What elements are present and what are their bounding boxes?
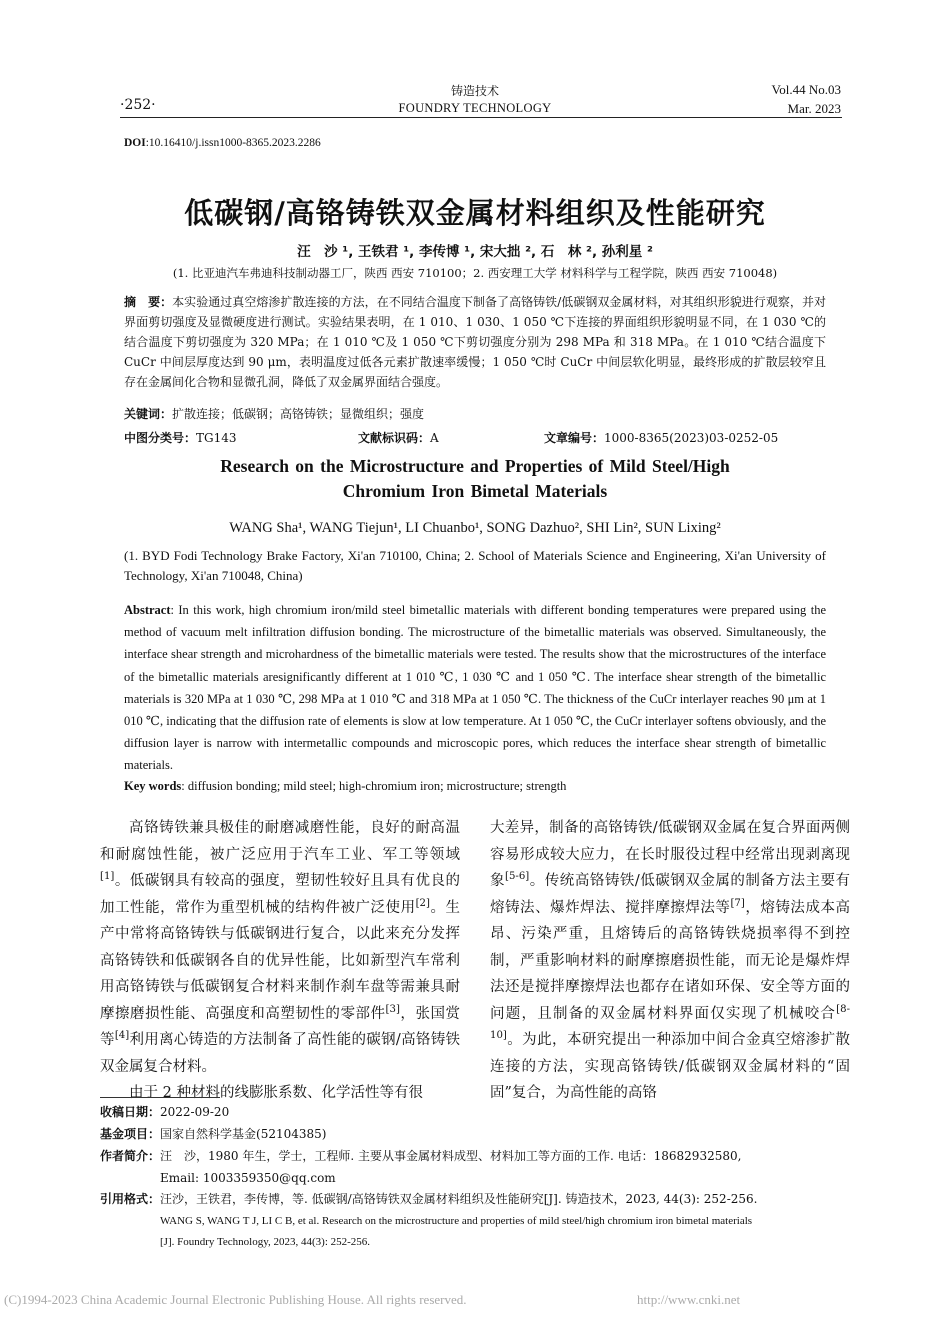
copyright-watermark: (C)1994-2023 China Academic Journal Electronic Publishing House. All rights reserved. <box>4 1292 467 1307</box>
citation-ref[interactable]: [2] <box>415 897 430 909</box>
fund-label: 基金项目： <box>100 1127 161 1141</box>
footnote-rule <box>100 1097 220 1098</box>
citation-ref[interactable]: [3] <box>385 1003 400 1015</box>
author-bio-label: 作者简介： <box>100 1149 161 1163</box>
affiliation-en: (1. BYD Fodi Technology Brake Factory, Xi'an 710100, China; 2. School of Materials Science and Engineering, Xi'an University of Technology, Xi'an 710048, China) <box>124 548 826 583</box>
authors-cn: 汪 沙 ¹, 王铁君 ¹, 李传博 ¹, 宋大拙 ², 石 林 ², 孙利星 ² <box>297 244 653 260</box>
abstract-cn-label: 摘 要： <box>124 295 173 309</box>
abstract-cn-text: 本实验通过真空熔渗扩散连接的方法，在不同结合温度下制备了高铬铸铁/低碳钢双金属材料，对其组织形貌进行观察，并对界面剪切强度及显微硬度进行测试。实验结果表明，在 1 010、1 030、1 050 ℃下连接的界面组织形貌明显不同，在 1 030 ℃的结合温度下剪切强度为 320 MPa；在 1 010 ℃及 1 050 ℃下剪切强度分别为 298 MPa 和 318 MPa。在 1 010 ℃结合温度下 CuCr 中间层厚度达到 90 μm，表明温度过低各元素扩散速率缓慢；1 050 ℃时 CuCr 中间层软化明显，最终形成的扩散层较窄且存在金属间化合物和显微孔洞，降低了双金属界面结合强度。 <box>124 295 826 389</box>
clc-label: 中图分类号： <box>124 431 197 445</box>
article-number-label: 文章编号： <box>544 431 605 445</box>
citation-ref[interactable]: [1] <box>100 871 115 883</box>
title-en-line-2: Chromium Iron Bimetal Materials <box>342 481 608 501</box>
footnote-author <box>100 1146 741 1166</box>
journal-name-cn: 铸造技术 <box>450 84 499 98</box>
abstract-cn <box>124 292 826 392</box>
citation-ref[interactable]: [8-10] <box>490 1003 850 1042</box>
title-cn: 低碳钢/高铬铸铁双金属材料组织及性能研究 <box>184 196 766 230</box>
affiliation-cn: (1. 比亚迪汽车弗迪科技制动器工厂，陕西 西安 710100；2. 西安理工大学 材料科学与工程学院，陕西 西安 710048) <box>172 266 778 280</box>
page-number: ·252· <box>120 97 156 113</box>
footnote-email[interactable]: Email: 1003359350@qq.com <box>160 1171 336 1185</box>
volume-issue: Vol.44 No.03 <box>771 82 841 97</box>
document-code <box>358 428 439 448</box>
abstract-en-label: Abstract <box>124 603 171 617</box>
journal-name-en: FOUNDRY TECHNOLOGY <box>398 101 552 115</box>
citation-ref[interactable]: [7] <box>730 897 745 909</box>
body-text: 。为此，本研究提出一种添加中间合金真空熔渗扩散连接的方法，实现高铬铸铁/低碳钢双金属材料的“固固”复合，为高性能的高铬 <box>490 1032 850 1101</box>
title-en-line-1: Research on the Microstructure and Properties of Mild Steel/High <box>220 456 730 476</box>
author-bio-text: 汪 沙，1980 年生，学士，工程师. 主要从事金属材料成型、材料加工等方面的工作. 电话：18682932580, <box>160 1149 742 1163</box>
article-number-value: 1000-8365(2023)03-0252-05 <box>604 431 779 445</box>
citation-en-line-2: [J]. Foundry Technology, 2023, 44(3): 252-256. <box>160 1236 371 1248</box>
doi-value[interactable]: :10.16410/j.issn1000-8365.2023.2286 <box>145 137 321 149</box>
article-number <box>544 428 778 448</box>
abstract-en-text: : In this work, high chromium iron/mild steel bimetallic materials with different bonding temperatures were prepared using the method of vacuum melt infiltration diffusion bonding. The microstructure of the bimetallic materials was observed. Simultaneously, the interface shear strength and microhardness of the bimetallic materials were tested. The results show that the microstructures of the interface of the bimetallic materials aresignificantly different at 1 010 ℃, 1 030 ℃ and 1 050 ℃. The interface shear strength of the bimetallic materials is 320 MPa at 1 030 ℃, 298 MPa at 1 010 ℃ and 318 MPa at 1 050 ℃. The thickness of the CuCr interlayer reaches 90 μm at 1 010 ℃, indicating that the diffusion rate of elements is slow at low temperature. At 1 050 ℃, the CuCr interlayer softens obviously, and the diffusion layer is narrow with intermetallic compounds and microscopic pores, which reduces the interface shear strength of bimetallic materials. <box>124 603 826 773</box>
footnote-citation <box>100 1189 757 1209</box>
citation-en-line-1: WANG S, WANG T J, LI C B, et al. Research on the microstructure and properties of mild steel/high chromium iron bimetal materials <box>160 1215 753 1227</box>
clc-number <box>124 428 237 448</box>
cnki-url[interactable]: http://www.cnki.net <box>637 1292 741 1307</box>
footnote-fund <box>100 1124 326 1144</box>
keywords-cn-label: 关键词： <box>124 407 173 421</box>
header-rule <box>120 117 842 118</box>
body-text: ，张国赏等 <box>100 1005 461 1048</box>
body-text: 。低碳钢具有较高的强度，塑韧性较好且具有优良的加工性能，常作为重型机械的结构件被广泛使用 <box>100 873 460 916</box>
keywords-cn <box>124 404 826 424</box>
footnote-received <box>100 1102 229 1122</box>
doi-label: DOI <box>124 137 146 149</box>
body-text: 由于 2 种材料的线膨胀系数、化学活性等有很 <box>129 1085 423 1101</box>
body-paragraph-3 <box>490 815 850 1107</box>
authors-en: WANG Sha¹, WANG Tiejun¹, LI Chuanbo¹, SONG Dazhuo², SHI Lin², SUN Lixing² <box>229 520 721 536</box>
received-label: 收稿日期： <box>100 1105 161 1119</box>
keywords-en-label: Key words <box>124 779 182 793</box>
body-right-column <box>490 815 850 1107</box>
fund-text: 国家自然科学基金(52104385) <box>160 1127 327 1141</box>
body-left-column <box>100 815 460 1107</box>
clc-value: TG143 <box>196 431 237 445</box>
doc-code-label: 文献标识码： <box>358 431 431 445</box>
doi <box>124 137 321 149</box>
body-text: 利用离心铸造的方法制备了高性能的碳钢/高铬铸铁双金属复合材料。 <box>100 1032 461 1075</box>
body-text: 。传统高铬铸铁/低碳钢双金属的制备方法主要有熔铸法、爆炸焊法、搅拌摩擦焊法等 <box>490 873 851 916</box>
body-paragraph-1 <box>100 815 460 1080</box>
citation-ref[interactable]: [5-6] <box>505 871 530 883</box>
received-date: 2022-09-20 <box>160 1105 230 1119</box>
issue-date: Mar. 2023 <box>787 101 841 116</box>
body-text: 大差异，制备的高铬铸铁/低碳钢双金属在复合界面两侧容易形成较大应力，在长时服役过程中经常出现剥离现象 <box>490 820 850 889</box>
abstract-en <box>124 599 826 777</box>
doc-code-value: A <box>430 431 439 445</box>
keywords-cn-text: 扩散连接；低碳钢；高铬铸铁；显微组织；强度 <box>172 407 425 421</box>
body-text: ，熔铸法成本高昂、污染严重，且熔铸后的高铬铸铁烧损率得不到控制，严重影响材料的耐摩擦磨损性能，而无论是爆炸焊法还是搅拌摩擦焊法也都存在诸如环保、安全等方面的问题，且制备的双金属材料界面仅实现了机械咬合 <box>490 899 851 1022</box>
keywords-en <box>124 776 826 796</box>
citation-ref[interactable]: [4] <box>114 1030 130 1042</box>
keywords-en-text: : diffusion bonding; mild steel; high-chromium iron; microstructure; strength <box>181 779 567 793</box>
citation-cn: 汪沙，王铁君，李传博，等. 低碳钢/高铬铸铁双金属材料组织及性能研究[J]. 铸造技术，2023, 44(3): 252-256. <box>160 1192 758 1206</box>
body-text: 。生产中常将高铬铸铁与低碳钢进行复合，以此来充分发挥高铬铸铁和低碳钢各自的优异性能，比如新型汽车常利用高铬铸铁与低碳钢复合材料来制作刹车盘等需兼具耐摩擦磨损性能、高强度和高塑韧性的零部件 <box>100 899 461 1022</box>
citation-label: 引用格式： <box>100 1192 161 1206</box>
body-text: 高铬铸铁兼具极佳的耐磨减磨性能，良好的耐高温和耐腐蚀性能，被广泛应用于汽车工业、军工等领域 <box>100 820 460 863</box>
